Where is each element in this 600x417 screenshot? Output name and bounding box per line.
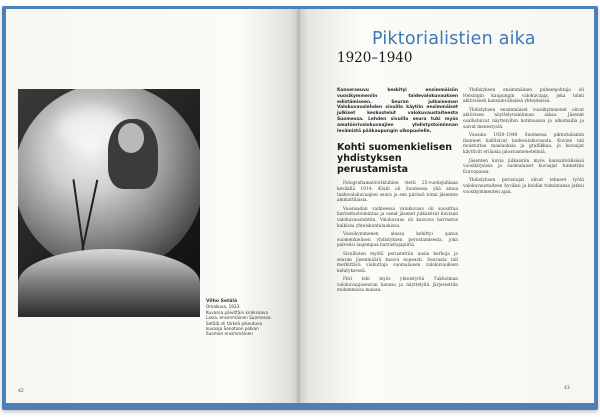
caption-line: Omakuva, 1933. [206, 304, 241, 310]
body-paragraph: Vuosina 1920–1940 Suomessa piktorialismin ihanteet hallitsivat taidevalokuvausta. Kuvien tuli muistuttaa maalauksia ja grafiikkaa, ja kuvaajat käyttivät erilaisia jalostusmenetelmiä. [463, 133, 584, 155]
body-paragraph: Yhdistyksen ensimmäinen puheenjohtaja oli Helsingin kaupungin valokuvaaja, joka toimi aktiivisesti kansainvälisissä yhteyksissä. [463, 88, 584, 105]
chapter-years: 1920–1940 [337, 50, 413, 66]
chapter-title: Piktorialistien aika [372, 29, 536, 49]
sphere-base [18, 249, 200, 317]
body-paragraph: Vuosikymmenen alussa kehittyi ajatus suomenkielisen yhdistyksen perustamisesta, joka palvelisi laajempaa harrastajapiiriä. [337, 232, 458, 249]
lead-paragraph: Konserseuvu keskityi ensimmäisiin vuosikymmeniin taidevalokuvauksen edistämiseen. Seuran julkaiseman Valokuvauslehden sivuilla käytiin ensimmäiset julkiset keskustelut valokuvaustaiteesta Suomessa. Lehden sivuilla seura tuki myös amatöörivalokuvaajien yhdistystoiminnan levämistä pääkaupungin ulkopuolelle. [337, 88, 458, 134]
caption-line: kuvaaja Sanotaan polkan [206, 326, 259, 332]
body-paragraph: Fotografiamatööriklubien vietti 25-vuotisjuhlaan keväällä 1914. Klubi oli Suomessa yhä ainoa taidevalokuvaajien seura ja sen piirissä toimi jäsenten ammattilaisia. [337, 181, 458, 204]
book-spread [2, 6, 598, 410]
text-column-left [337, 88, 458, 297]
reflected-face [118, 123, 144, 153]
body-paragraph: Sivullisten myötä perustettiin uusia kerhoja ja seuran jäsenmäärä kasvoi nopeasti. Seurasta tuli merkittävä vaikuttaja suomalaisen valokuvauksen kehityksessä. [337, 251, 458, 274]
body-paragraph: Yhdistyksen ensimmäiset vuosikymmenet olivat aktiivisen näyttelytoiminnan aikaa. Jäsenet osallistuivat näyttelyihin kotimaassa ja ulkomailla ja saivat menestystä. [463, 107, 584, 130]
caption-line: Suomen ensimmäinen [206, 331, 253, 337]
page-number-left: 42 [18, 389, 24, 394]
body-paragraph: Piiri teki myös yhteistyötä Tukholman valokuvaajaseuran kanssa ja näyttelyitä järjestettiin molemmissa maissa. [337, 277, 458, 294]
page-number-right: 43 [564, 386, 570, 391]
mirror-sphere-photo [18, 89, 200, 317]
section-heading: Kohti suomenkielisen yhdistyksen perustamista [337, 142, 453, 176]
caption-line: Kuvassa päivittäin kiroksaava [206, 309, 269, 315]
caption-line: Setälä oli tärkeä pikeutuva [206, 320, 263, 326]
left-page [6, 9, 298, 403]
body-paragraph: Vuosisadan vaihteessa valokuvaus oli suosittua harrastustoimintaa ja useat jäsenet julkaisivat kuviaan valokuvauslehtiin. Valokuvaus oli kasvava harrastus kaikissa yhteiskuntaluokissa. [337, 206, 458, 229]
body-paragraph: Yhdistyksen perustajat olivat tehneet työtä valokuvaustaiteen hyväksi ja heidän toimintansa jatkui vuosikymmenten ajan. [463, 178, 584, 195]
text-column-right [463, 88, 584, 198]
photo-caption [206, 299, 286, 337]
body-paragraph: Jäsenten kuvia julkaistiin myös kansainvälisissä vuosikirjoissa ja suomalaiset kuvaajat tunnettiin Euroopassa. [463, 158, 584, 175]
caption-line: Lasia, ensimmäinen Suomessa. [206, 315, 272, 321]
caption-name: Vilho Setälä [206, 299, 238, 304]
